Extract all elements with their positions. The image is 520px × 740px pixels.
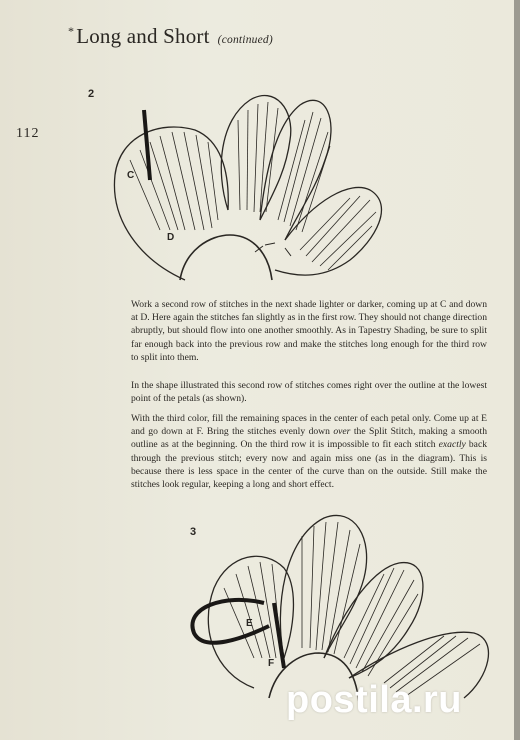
page-edge: [514, 0, 520, 740]
title-text: Long and Short: [76, 24, 210, 48]
page-number: 112: [16, 126, 40, 141]
fig3-right-petal: [324, 563, 423, 678]
paragraph-3-part-a: With the third color, fill the remaining spaces in the center of each petal only. Come up at E and go down at F. Bring the stitches evenly down: [131, 413, 487, 438]
figure-3-number: 3: [190, 526, 197, 538]
paragraph-1: Work a second row of stitches in the next shade lighter or darker, coming up at C and down at D. Here again the stitches fan slightly as in the first row. They should not change direction abruptly, but should flow into one another smoothly. As in Tapestry Shading, be sure to split far enough back into the previous row and make the stitches long enough for the third row to split into them.: [131, 299, 487, 363]
fig2-left-petal: [114, 127, 228, 280]
fig3-label-f: F: [268, 658, 275, 669]
fig3-needle: [274, 603, 284, 668]
paragraph-3: [131, 412, 487, 491]
paragraph-3-emphasis-exactly: exactly: [438, 439, 466, 451]
watermark-logo: postila.ru: [286, 679, 463, 721]
paragraph-3-emphasis-over: over: [333, 426, 351, 438]
figure-2-petal-diagram: [100, 80, 510, 290]
title-asterisk: *: [68, 24, 75, 38]
title-subtitle: (continued): [217, 34, 273, 46]
fig3-label-e: E: [246, 618, 253, 629]
figure-2-number: 2: [88, 88, 95, 100]
paragraph-2: In the shape illustrated this second row of stitches comes right over the outline at the lowest point of the petals (as shown).: [131, 380, 487, 405]
paragraph-3-part-c: back through the previous stitch; every now and again miss one (as in the diagram). This is because there is less space in the center of the curve than on the outside. Still make the stitches look regular, keeping a long and short effect.: [131, 439, 487, 491]
fig2-label-d: D: [167, 232, 175, 243]
fig2-center-arc: [180, 235, 272, 280]
paragraph-3-part-b: the Split Stitch, making a smooth outline as at the beginning. On the third row it is impossible to fit each stitch: [131, 426, 487, 451]
fig2-label-c: C: [127, 170, 135, 181]
page-title: [68, 24, 273, 49]
